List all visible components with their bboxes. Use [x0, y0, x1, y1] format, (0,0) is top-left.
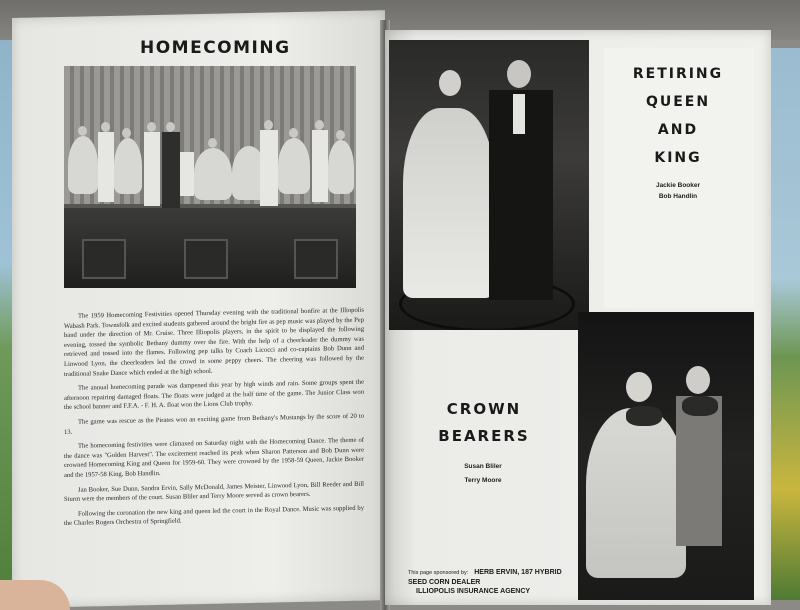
king-shirt: [513, 94, 525, 134]
court-member: [278, 138, 310, 194]
sponsor-line: ILLIOPOLIS INSURANCE AGENCY: [416, 588, 531, 595]
court-member-head: [166, 122, 175, 132]
article-paragraph: The annual homecoming parade was dampened this year by high winds and rain. Some groups spent the afternoon repairing damaged floats. The floats were judged at the half time of the game. The Junior Class won the school banner and F.F.A. - F. H. A. float won the Lions Club trophy.: [64, 378, 364, 412]
retiring-names: [620, 180, 736, 202]
crown-pillow: [682, 396, 718, 416]
court-member: [312, 130, 328, 202]
crown-pillow: [626, 406, 662, 426]
court-member: [260, 130, 278, 206]
article-paragraph: Jan Booker, Sue Dunn, Sandra Ervin, Sally McDonald, James Meister, Linwood Lyon, Bill Reeder and Bill Sturm were the members of the court. Susan Bliler and Terry Moore served as crown bearers.: [64, 480, 364, 504]
article-paragraph: Following the coronation the new king and queen led the court in the Royal Dance. Music was supplied by the Charles Rogers Orchestra of Springfield.: [64, 504, 364, 528]
retiring-title-line: AND: [657, 122, 699, 138]
stage-panel: [82, 239, 126, 279]
crown-bearer-figure: [180, 152, 194, 196]
court-member: [98, 132, 114, 202]
court-member-head: [208, 138, 217, 148]
stage-panel: [294, 239, 338, 279]
background-scenery-right: [770, 48, 800, 600]
girl-head: [626, 372, 652, 402]
homecoming-court-photo: [64, 66, 356, 288]
sponsor-block: [408, 568, 576, 596]
court-member: [162, 132, 180, 208]
crown-bearers-photo: [578, 312, 754, 600]
crown-bearer-name: Terry Moore: [464, 477, 502, 484]
court-member: [144, 132, 160, 206]
crown-title-line: BEARERS: [438, 427, 530, 445]
crown-bearer-name: Susan Bliler: [464, 463, 502, 470]
sponsor-line: HERB ERVIN, 187 HYBRID SEED CORN DEALER: [408, 569, 562, 586]
crown-bearers-title: [425, 396, 543, 450]
queen-figure: [194, 148, 232, 200]
article-paragraph: The game was rescue as the Pirates won an exciting game from Bethany's Mustangs by the score of 20 to 13.: [64, 412, 364, 436]
court-member-head: [147, 122, 156, 132]
court-member-head: [78, 126, 87, 136]
boy-head: [686, 366, 710, 394]
girl-dress: [586, 408, 686, 578]
retiring-title: [622, 60, 734, 172]
stage-panel: [184, 239, 228, 279]
sponsor-lead: This page sponsored by:: [408, 570, 469, 576]
retiring-name: Bob Handlin: [658, 193, 698, 200]
homecoming-article: [64, 306, 364, 534]
court-member-head: [264, 120, 273, 130]
retiring-title-line: RETIRING: [632, 66, 724, 82]
retiring-title-line: QUEEN: [645, 94, 711, 110]
queen-head: [439, 70, 461, 96]
king-head: [507, 60, 531, 88]
court-member-head: [101, 122, 110, 132]
retiring-title-line: KING: [654, 150, 702, 166]
court-member: [328, 140, 354, 194]
court-member-head: [289, 128, 298, 138]
retiring-king-queen-photo: [389, 40, 589, 330]
court-member-head: [122, 128, 131, 138]
crown-bearers-names: [438, 460, 528, 488]
retiring-name: Jackie Booker: [655, 182, 701, 189]
queen-dress: [403, 108, 495, 298]
boy-suit: [676, 396, 722, 546]
homecoming-title: HOMECOMING: [140, 38, 291, 58]
court-member: [68, 136, 98, 194]
article-paragraph: The 1959 Homecoming Festivities opened Thursday evening with the traditional bonfire at the Illiopolis Wabash Park. Townsfolk and excited students gathered around the bright fire as pep music was played by the Pep band under the direction of Mr. Cruise. Three Illiopolis players, in the spirit to be displayed the following evening, tossed the symbolic Bethany dummy over the fire. With the help of a cheerleader the dummy was retrieved and tossed into the flames. Following pep talks by Coach Licocci and co-captains Bob Dunn and Linwood Lyon, the cheerleaders led the crowd in some peppy cheers. The cheering was followed by the traditional Snake Dance which ended at the high school.: [64, 306, 364, 378]
court-member-head: [336, 130, 345, 140]
court-member-head: [315, 120, 324, 130]
court-member: [114, 138, 142, 194]
crown-title-line: CROWN: [446, 400, 522, 418]
article-paragraph: The homecoming festivities were climaxed on Saturday night with the Homecoming Dance. The theme of the dance was "Golden Harvest". The excitement reached its peak when Sharon Patterson and Bob Dunn were crowned Homecoming King and Queen for 1959-60. They were crowned by the 1958-59 Queen, Jackie Booker and the 1957-58 King, Bob Handlin.: [64, 436, 364, 479]
